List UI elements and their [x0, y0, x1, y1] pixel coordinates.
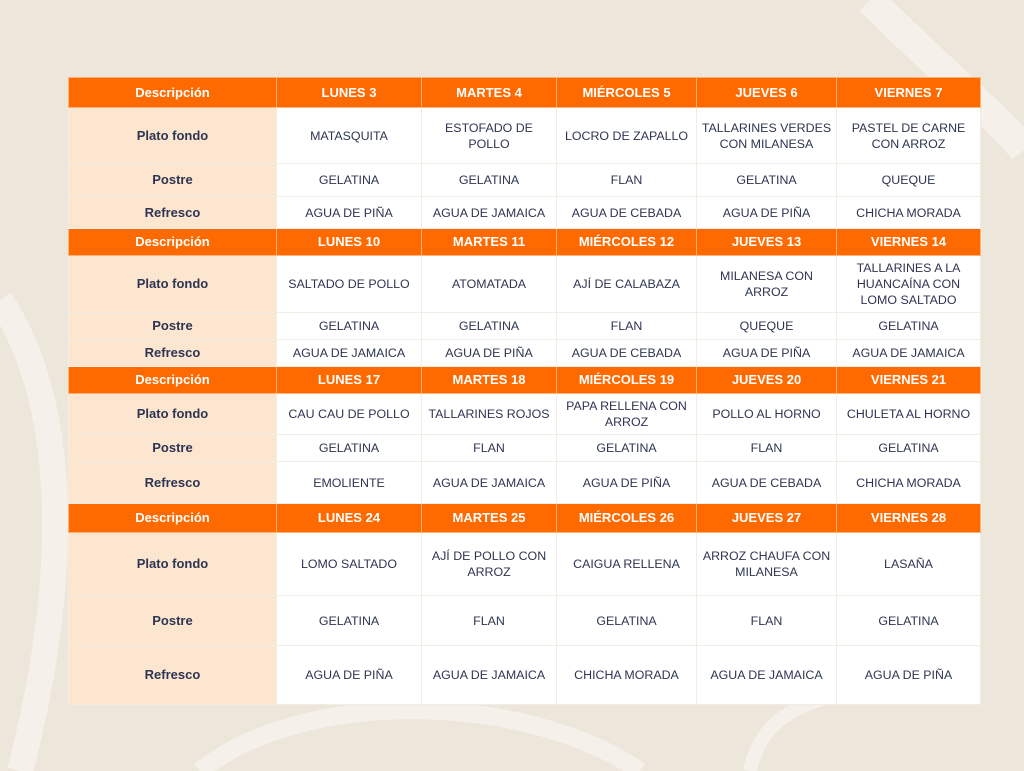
row-label: Postre — [69, 313, 277, 340]
menu-cell: CAIGUA RELLENA — [557, 533, 697, 596]
column-header-day: VIERNES 7 — [837, 78, 981, 108]
menu-row — [69, 394, 981, 435]
row-label: Plato fondo — [69, 533, 277, 596]
column-header-day: JUEVES 27 — [697, 504, 837, 533]
menu-row — [69, 340, 981, 367]
row-label: Refresco — [69, 462, 277, 504]
menu-cell: GELATINA — [557, 596, 697, 646]
menu-cell: GELATINA — [422, 164, 557, 197]
column-header-description: Descripción — [69, 229, 277, 256]
column-header-day: MARTES 25 — [422, 504, 557, 533]
menu-cell: ATOMATADA — [422, 256, 557, 313]
menu-cell: GELATINA — [837, 313, 981, 340]
menu-cell: GELATINA — [837, 596, 981, 646]
column-header-day: LUNES 3 — [277, 78, 422, 108]
menu-cell: FLAN — [557, 164, 697, 197]
menu-row — [69, 646, 981, 705]
column-header-day: LUNES 10 — [277, 229, 422, 256]
menu-row — [69, 462, 981, 504]
menu-cell: POLLO AL HORNO — [697, 394, 837, 435]
column-header-day: MARTES 11 — [422, 229, 557, 256]
column-header-day: VIERNES 14 — [837, 229, 981, 256]
menu-cell: AGUA DE JAMAICA — [837, 340, 981, 367]
menu-cell: GELATINA — [837, 435, 981, 462]
menu-cell: FLAN — [697, 435, 837, 462]
row-label: Refresco — [69, 197, 277, 229]
menu-row — [69, 596, 981, 646]
row-label: Postre — [69, 164, 277, 197]
row-label: Postre — [69, 596, 277, 646]
row-label: Refresco — [69, 646, 277, 705]
menu-cell: PAPA RELLENA CON ARROZ — [557, 394, 697, 435]
week-header-row — [69, 504, 981, 533]
row-label: Plato fondo — [69, 108, 277, 164]
menu-cell: AGUA DE CEBADA — [697, 462, 837, 504]
menu-cell: GELATINA — [697, 164, 837, 197]
menu-cell: AGUA DE PIÑA — [697, 340, 837, 367]
column-header-day: MIÉRCOLES 19 — [557, 367, 697, 394]
menu-cell: SALTADO DE POLLO — [277, 256, 422, 313]
menu-cell: AGUA DE PIÑA — [837, 646, 981, 705]
menu-cell: CHICHA MORADA — [557, 646, 697, 705]
menu-cell: AJÍ DE POLLO CON ARROZ — [422, 533, 557, 596]
menu-cell: ARROZ CHAUFA CON MILANESA — [697, 533, 837, 596]
menu-cell: AGUA DE JAMAICA — [422, 646, 557, 705]
menu-cell: AGUA DE PIÑA — [422, 340, 557, 367]
menu-cell: TALLARINES VERDES CON MILANESA — [697, 108, 837, 164]
menu-cell: AGUA DE JAMAICA — [697, 646, 837, 705]
menu-body — [69, 78, 981, 705]
week-header-row — [69, 229, 981, 256]
menu-cell: FLAN — [422, 596, 557, 646]
menu-cell: GELATINA — [277, 164, 422, 197]
column-header-day: VIERNES 28 — [837, 504, 981, 533]
menu-cell: FLAN — [557, 313, 697, 340]
menu-cell: AGUA DE PIÑA — [697, 197, 837, 229]
menu-cell: FLAN — [697, 596, 837, 646]
menu-cell: CHICHA MORADA — [837, 197, 981, 229]
column-header-day: JUEVES 13 — [697, 229, 837, 256]
menu-cell: CHULETA AL HORNO — [837, 394, 981, 435]
column-header-day: MIÉRCOLES 12 — [557, 229, 697, 256]
menu-cell: CHICHA MORADA — [837, 462, 981, 504]
week-header-row — [69, 78, 981, 108]
menu-cell: QUEQUE — [837, 164, 981, 197]
menu-cell: AGUA DE PIÑA — [277, 197, 422, 229]
column-header-description: Descripción — [69, 367, 277, 394]
menu-cell: GELATINA — [422, 313, 557, 340]
column-header-description: Descripción — [69, 504, 277, 533]
column-header-day: MARTES 4 — [422, 78, 557, 108]
menu-cell: MILANESA CON ARROZ — [697, 256, 837, 313]
menu-cell: AGUA DE CEBADA — [557, 340, 697, 367]
column-header-description: Descripción — [69, 78, 277, 108]
column-header-day: JUEVES 6 — [697, 78, 837, 108]
menu-cell: TALLARINES A LA HUANCAÍNA CON LOMO SALTADO — [837, 256, 981, 313]
menu-cell: AGUA DE JAMAICA — [422, 197, 557, 229]
column-header-day: MARTES 18 — [422, 367, 557, 394]
menu-cell: LOMO SALTADO — [277, 533, 422, 596]
menu-cell: AGUA DE CEBADA — [557, 197, 697, 229]
weekly-menu-table — [68, 77, 981, 705]
column-header-day: LUNES 24 — [277, 504, 422, 533]
menu-cell: GELATINA — [557, 435, 697, 462]
column-header-day: LUNES 17 — [277, 367, 422, 394]
menu-cell: QUEQUE — [697, 313, 837, 340]
menu-cell: TALLARINES ROJOS — [422, 394, 557, 435]
menu-cell: AGUA DE PIÑA — [277, 646, 422, 705]
menu-row — [69, 108, 981, 164]
menu-cell: CAU CAU DE POLLO — [277, 394, 422, 435]
row-label: Plato fondo — [69, 394, 277, 435]
row-label: Postre — [69, 435, 277, 462]
column-header-day: JUEVES 20 — [697, 367, 837, 394]
row-label: Refresco — [69, 340, 277, 367]
menu-row — [69, 256, 981, 313]
week-header-row — [69, 367, 981, 394]
menu-row — [69, 435, 981, 462]
menu-row — [69, 197, 981, 229]
menu-cell: GELATINA — [277, 596, 422, 646]
menu-cell: EMOLIENTE — [277, 462, 422, 504]
menu-cell: AJÍ DE CALABAZA — [557, 256, 697, 313]
menu-cell: AGUA DE JAMAICA — [277, 340, 422, 367]
menu-cell: LOCRO DE ZAPALLO — [557, 108, 697, 164]
menu-row — [69, 533, 981, 596]
menu-cell: ESTOFADO DE POLLO — [422, 108, 557, 164]
menu-row — [69, 164, 981, 197]
menu-cell: MATASQUITA — [277, 108, 422, 164]
menu-cell: FLAN — [422, 435, 557, 462]
column-header-day: VIERNES 21 — [837, 367, 981, 394]
menu-cell: AGUA DE PIÑA — [557, 462, 697, 504]
column-header-day: MIÉRCOLES 5 — [557, 78, 697, 108]
menu-cell: PASTEL DE CARNE CON ARROZ — [837, 108, 981, 164]
menu-cell: AGUA DE JAMAICA — [422, 462, 557, 504]
menu-cell: GELATINA — [277, 313, 422, 340]
menu-cell: LASAÑA — [837, 533, 981, 596]
row-label: Plato fondo — [69, 256, 277, 313]
menu-row — [69, 313, 981, 340]
column-header-day: MIÉRCOLES 26 — [557, 504, 697, 533]
menu-cell: GELATINA — [277, 435, 422, 462]
